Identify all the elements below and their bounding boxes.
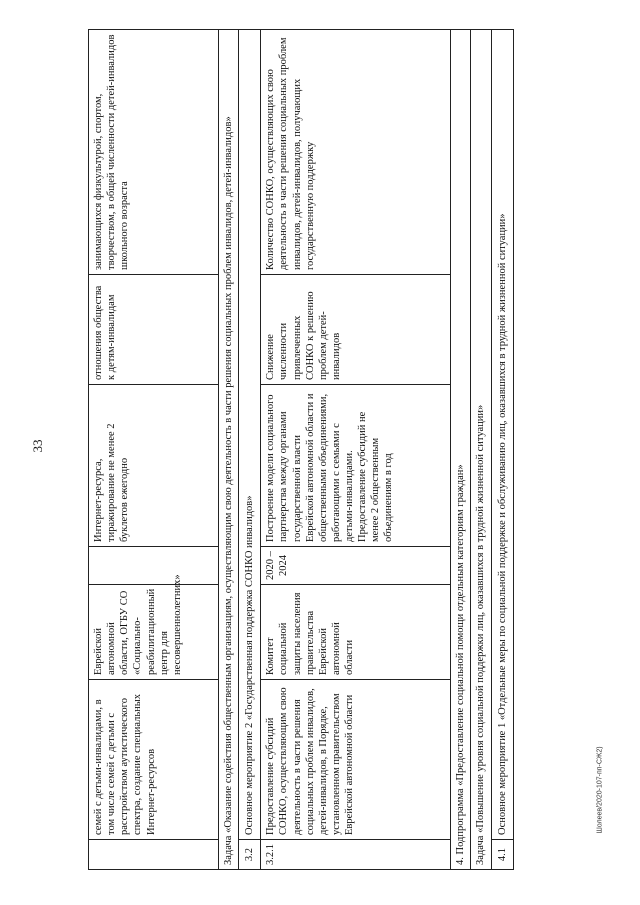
cell-result: Интернет-ресурса, тиражирование не менее 2 буклетов ежегодно [89, 385, 219, 547]
cell-executor: Еврейской автономной области, ОГБУ СО «Социально-реабилитационный центр для несовершеннолетних» [89, 585, 219, 680]
table-container [88, 30, 618, 870]
table-row-subprogram-4 [451, 30, 471, 870]
measure-cell: Основное мероприятие 2 «Государственная поддержка СОНКО инвалидов» [239, 30, 261, 840]
cell-result: Построение модели социального партнерства между органами государственной власти Еврейской автономной области и общественными объединениями, работающими с семьями с детьми-инвалидами. Предоставление субсидий не менее 2 общественным объединениям в год [261, 385, 451, 547]
cell-num: 4.1 [491, 840, 513, 870]
table-row-3-2-1 [261, 30, 451, 870]
cell-consequence: отношения общества к детям-инвалидам [89, 275, 219, 385]
cell-measure-text: семей с детьми-инвалидами, в том числе семей с детьми с расстройством аутистического спектра, создание специальных Интернет-ресурсов [89, 680, 219, 840]
page-number: 33 [30, 439, 45, 453]
table-row-continued [89, 30, 219, 870]
table-row-measure-3-2 [239, 30, 261, 870]
cell-measure-text: Предоставление субсидий СОНКО, осуществляющим свою деятельность в части решения социальных проблем инвалидов, детей-инвалидов, в Порядке, установленном правительством Еврейской автономной области [261, 680, 451, 840]
table-row-task-4 [471, 30, 491, 870]
cell-executor: Комитет социальной защиты населения правительства Еврейской автономной области [261, 585, 451, 680]
cell-consequence: Снижение численности привлеченных СОНКО к решению проблем детей-инвалидов [261, 275, 451, 385]
cell-period: 2020 – 2024 [261, 547, 451, 585]
table-row-task [219, 30, 239, 870]
cell-num [89, 840, 219, 870]
cell-period [89, 547, 219, 585]
cell-num: 3.2.1 [261, 840, 451, 870]
cell-num: 3.2 [239, 840, 261, 870]
subprogram-cell: 4. Подпрограмма «Предоставление социальной помощи отдельным категориям граждан» [451, 30, 471, 870]
cell-indicator: Количество СОНКО, осуществляющих свою деятельность в части решения социальных проблем инвалидов, детей-инвалидов, получающих государственную поддержку [261, 30, 451, 275]
cell-indicator: занимающихся физкультурой, спортом, творчеством, в общей численности детей-инвалидов школьного возраста [89, 30, 219, 275]
table-row-measure-4-1 [491, 30, 513, 870]
measure-cell: Основное мероприятие 1 «Отдельные меры по социальной поддержке и обслуживанию лиц, оказавшихся в трудной жизненной ситуации» [491, 30, 513, 840]
task-cell: Задача «Повышение уровня социальной поддержки лиц, оказавшихся в трудной жизненной ситуации» [471, 30, 491, 870]
task-cell: Задача «Оказание содействия общественным организациям, осуществляющим свою деятельность в части решения социальных проблем инвалидов, детей-инвалидов» [219, 30, 239, 870]
program-table [88, 29, 514, 870]
footer-code: Шолеев/2020-107-пп-СЖ2) [596, 746, 604, 834]
